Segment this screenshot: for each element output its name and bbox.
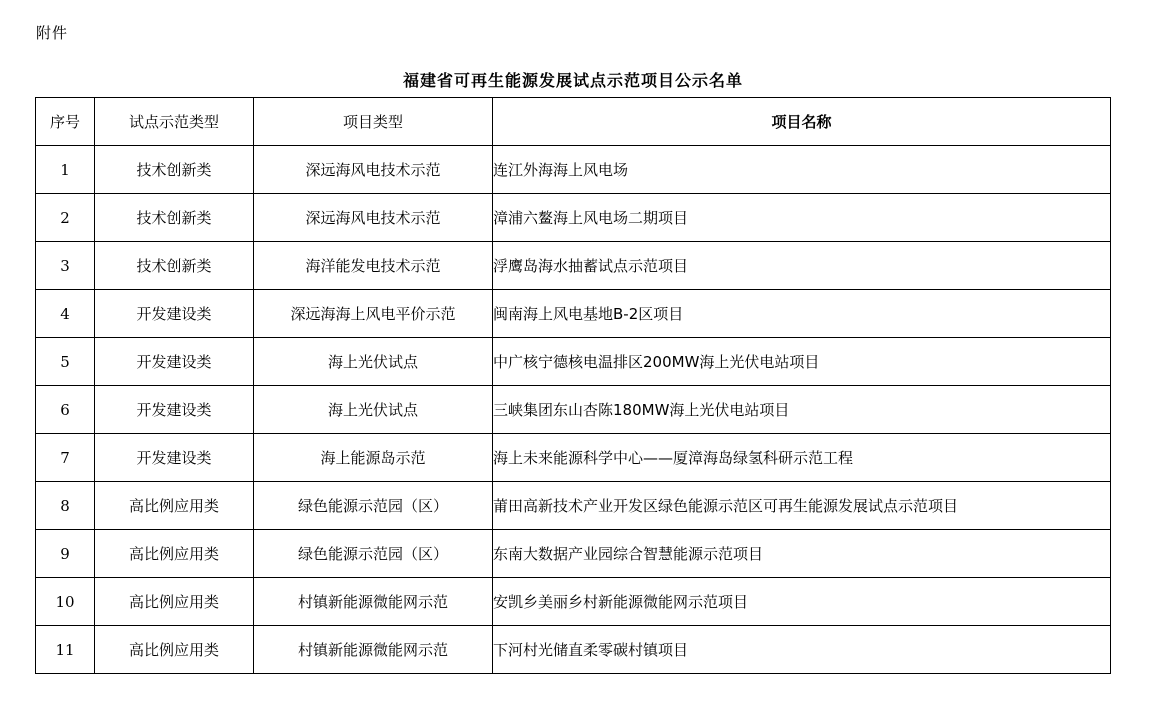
row-type: 深远海风电技术示范: [254, 194, 493, 242]
row-category: 开发建设类: [95, 338, 254, 386]
row-project-name: 莆田高新技术产业开发区绿色能源示范区可再生能源发展试点示范项目: [493, 482, 1111, 530]
page-title: 福建省可再生能源发展试点示范项目公示名单: [402, 71, 743, 90]
row-category: 开发建设类: [95, 290, 254, 338]
row-category: 开发建设类: [95, 434, 254, 482]
table-row: [36, 530, 1111, 578]
row-type: 海上能源岛示范: [254, 434, 493, 482]
row-category: 技术创新类: [95, 194, 254, 242]
row-type: 绿色能源示范园（区）: [254, 482, 493, 530]
row-index: 1: [36, 146, 95, 194]
row-index: 9: [36, 530, 95, 578]
row-project-name: 浮鹰岛海水抽蓄试点示范项目: [493, 242, 1111, 290]
row-type: 村镇新能源微能网示范: [254, 626, 493, 674]
row-project-name: 下河村光储直柔零碳村镇项目: [493, 626, 1111, 674]
table-row: [36, 626, 1111, 674]
row-category: 开发建设类: [95, 386, 254, 434]
header-index: 序号: [36, 98, 95, 146]
row-type: 绿色能源示范园（区）: [254, 530, 493, 578]
row-index: 11: [36, 626, 95, 674]
row-category: 高比例应用类: [95, 578, 254, 626]
row-category: 技术创新类: [95, 242, 254, 290]
row-project-name: 漳浦六鳌海上风电场二期项目: [493, 194, 1111, 242]
row-type: 海上光伏试点: [254, 338, 493, 386]
row-project-name: 中广核宁德核电温排区200MW海上光伏电站项目: [493, 338, 1111, 386]
row-index: 4: [36, 290, 95, 338]
table-row: [36, 482, 1111, 530]
row-category: 技术创新类: [95, 146, 254, 194]
row-project-name: 海上未来能源科学中心——厦漳海岛绿氢科研示范工程: [493, 434, 1111, 482]
row-type: 村镇新能源微能网示范: [254, 578, 493, 626]
row-type: 深远海风电技术示范: [254, 146, 493, 194]
annex-label: 附件: [36, 24, 69, 42]
header-category: 试点示范类型: [95, 98, 254, 146]
row-project-name: 三峡集团东山杏陈180MW海上光伏电站项目: [493, 386, 1111, 434]
table-row: [36, 434, 1111, 482]
row-category: 高比例应用类: [95, 530, 254, 578]
row-type: 深远海海上风电平价示范: [254, 290, 493, 338]
table-row: [36, 290, 1111, 338]
row-index: 6: [36, 386, 95, 434]
row-project-name: 东南大数据产业园综合智慧能源示范项目: [493, 530, 1111, 578]
row-index: 2: [36, 194, 95, 242]
row-category: 高比例应用类: [95, 626, 254, 674]
table-row: [36, 338, 1111, 386]
row-category: 高比例应用类: [95, 482, 254, 530]
row-index: 5: [36, 338, 95, 386]
header-name: 项目名称: [493, 98, 1111, 146]
table-row: [36, 194, 1111, 242]
row-index: 3: [36, 242, 95, 290]
row-type: 海上光伏试点: [254, 386, 493, 434]
table-row: [36, 146, 1111, 194]
table-header-row: [36, 98, 1111, 146]
row-index: 8: [36, 482, 95, 530]
row-type: 海洋能发电技术示范: [254, 242, 493, 290]
row-index: 10: [36, 578, 95, 626]
row-project-name: 闽南海上风电基地B-2区项目: [493, 290, 1111, 338]
table-row: [36, 386, 1111, 434]
header-type: 项目类型: [254, 98, 493, 146]
row-index: 7: [36, 434, 95, 482]
row-project-name: 连江外海海上风电场: [493, 146, 1111, 194]
row-project-name: 安凯乡美丽乡村新能源微能网示范项目: [493, 578, 1111, 626]
table-row: [36, 578, 1111, 626]
project-table: [35, 97, 1111, 674]
table-row: [36, 242, 1111, 290]
